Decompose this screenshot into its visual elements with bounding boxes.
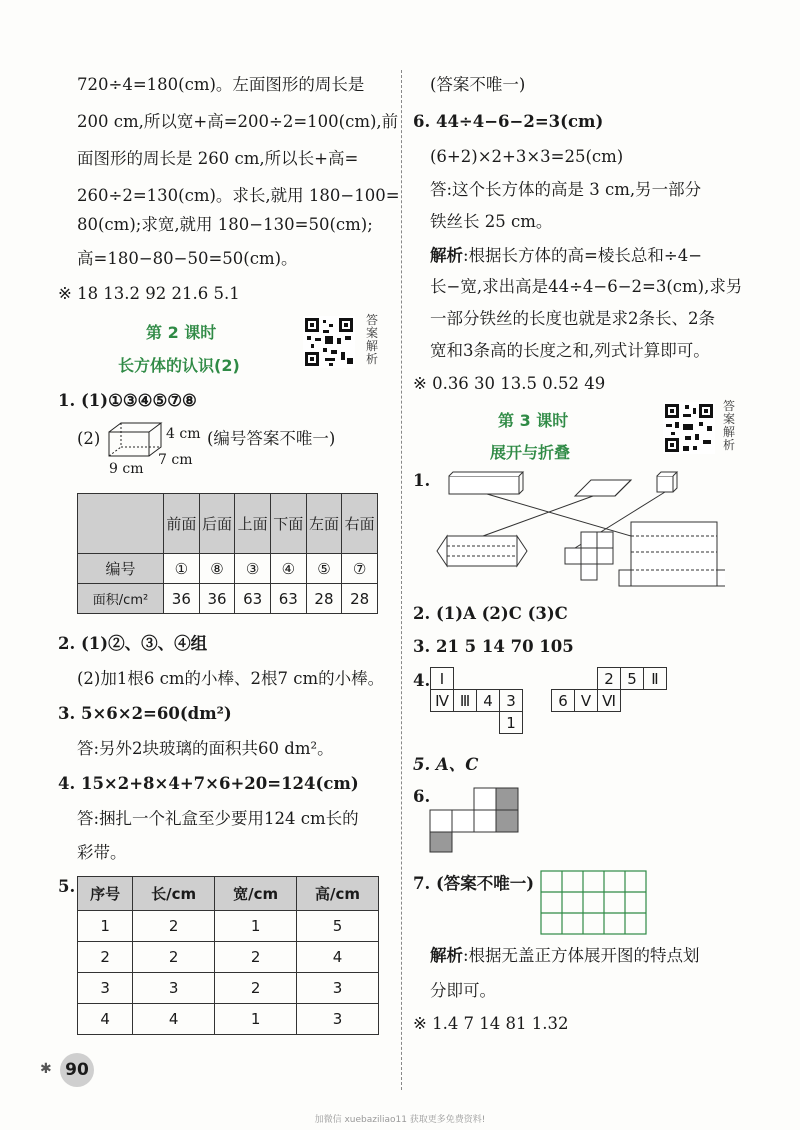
footer-watermark: 加微信 xuebaziliao11 获取更多免费资料! xyxy=(314,1115,486,1125)
r-q6-analysis-4: 宽和3条高的长度之和,列式计算即可。 xyxy=(430,341,710,360)
size-table-cell: 2 xyxy=(215,942,297,973)
size-table-cell: 1 xyxy=(78,911,133,942)
r-q6-analysis-2: 长−宽,求出高是44÷4−6−2=3(cm),求另 xyxy=(430,277,743,296)
face-table-cell: ④ xyxy=(270,554,306,584)
net-cell: Ⅲ xyxy=(454,690,477,712)
net-cell: 6 xyxy=(552,690,575,712)
face-table-row-label: 编号 xyxy=(78,554,164,584)
left-line-1: 720÷4=180(cm)。左面图形的周长是 xyxy=(77,75,365,94)
qr-code-icon[interactable] xyxy=(663,402,715,454)
r-q6-analysis-1 xyxy=(430,245,702,267)
r-q2-line: 2. (1)A (2)C (3)C xyxy=(413,604,568,623)
face-table-cell: 28 xyxy=(342,584,378,614)
r-q1-number: 1. xyxy=(413,471,431,490)
size-table-cell: 2 xyxy=(215,973,297,1004)
face-table-header: 前面 xyxy=(164,494,200,554)
q3-line: 3. 5×6×2=60(dm²) xyxy=(58,704,232,723)
unfold-match-diagram xyxy=(425,466,725,594)
face-table-cell: ⑦ xyxy=(342,554,378,584)
r-q4-number: 4. xyxy=(413,671,431,690)
face-table-cell: ⑤ xyxy=(306,554,342,584)
q1-part1: 1. (1)①③④⑤⑦⑧ xyxy=(58,391,197,410)
qr-label: 答案解析 xyxy=(365,313,378,366)
q4-line: 4. 15×2+8×4+7×6+20=124(cm) xyxy=(58,774,359,793)
size-table-cell: 2 xyxy=(78,942,133,973)
net-cell: 2 xyxy=(598,668,621,690)
cube-net-1 xyxy=(430,667,523,734)
net-cell: 3 xyxy=(500,690,523,712)
face-table-header: 上面 xyxy=(235,494,271,554)
lesson-2-title: 第 2 课时 xyxy=(146,323,217,342)
size-table-cell: 3 xyxy=(133,973,215,1004)
star-decoration-icon: ✱ xyxy=(40,1061,52,1077)
q1-part2-prefix: (2) xyxy=(77,429,101,448)
face-table-header: 左面 xyxy=(306,494,342,554)
size-table-header: 长/cm xyxy=(133,877,215,911)
face-table-cell: 28 xyxy=(306,584,342,614)
analysis-label: 解析 xyxy=(430,946,463,965)
grid-net-diagram xyxy=(540,870,647,936)
column-divider xyxy=(401,70,402,1090)
face-table-header: 右面 xyxy=(342,494,378,554)
face-table-cell: 36 xyxy=(164,584,200,614)
face-table-cell: 63 xyxy=(270,584,306,614)
size-table-cell: 3 xyxy=(297,1004,379,1035)
cuboid-diagram xyxy=(107,420,165,460)
face-table-row-label: 面积/cm² xyxy=(78,584,164,614)
left-line-4: 260÷2=130(cm)。求长,就用 180−100= xyxy=(77,186,400,205)
size-table-cell: 5 xyxy=(297,911,379,942)
face-table-cell: ① xyxy=(164,554,200,584)
cuboid-length-label: 9 cm xyxy=(109,461,144,477)
r-q6-line-1: 6. 44÷4−6−2=3(cm) xyxy=(413,112,604,131)
left-star-line: ※ 18 13.2 92 21.6 5.1 xyxy=(58,284,240,303)
q4-answer-2: 彩带。 xyxy=(77,843,127,862)
face-table-header: 后面 xyxy=(199,494,235,554)
r-q6-analysis-3: 一部分铁丝的长度也就是求2条长、2条 xyxy=(430,309,715,328)
size-table-header: 高/cm xyxy=(297,877,379,911)
size-table-cell: 3 xyxy=(78,973,133,1004)
size-table xyxy=(77,876,379,1035)
page-number: 90 xyxy=(60,1053,94,1087)
r-q7-line: 7. (答案不唯一) xyxy=(413,874,535,893)
face-table-cell: 63 xyxy=(235,584,271,614)
lesson-3-title: 第 3 课时 xyxy=(498,411,569,430)
r-q7-analysis-1 xyxy=(430,945,700,967)
net-cell: Ⅵ xyxy=(598,690,621,712)
cuboid-height-label: 4 cm xyxy=(166,426,201,442)
r-q6-line-2: (6+2)×2+3×3=25(cm) xyxy=(430,147,624,166)
net-cell: 5 xyxy=(621,668,644,690)
q2-part2: (2)加1根6 cm的小棒、2根7 cm的小棒。 xyxy=(77,669,385,688)
r-q7-star-line: ※ 1.4 7 14 81 1.32 xyxy=(413,1014,569,1033)
size-table-cell: 4 xyxy=(78,1004,133,1035)
shaded-net-diagram xyxy=(428,786,528,858)
face-table-cell: ③ xyxy=(235,554,271,584)
q5-number: 5. xyxy=(58,877,76,896)
right-top-note: (答案不唯一) xyxy=(430,75,526,94)
r-q5-line: 5. A、C xyxy=(413,755,479,774)
r-q3-line: 3. 21 5 14 70 105 xyxy=(413,637,574,656)
size-table-cell: 4 xyxy=(133,1004,215,1035)
face-table-cell: 36 xyxy=(199,584,235,614)
r-q6-line-3: 答:这个长方体的高是 3 cm,另一部分 xyxy=(430,180,702,199)
face-table-corner xyxy=(78,494,164,554)
net-cell: 1 xyxy=(500,712,523,734)
q1-part2-note: (编号答案不唯一) xyxy=(207,429,336,448)
face-table-header: 下面 xyxy=(270,494,306,554)
q2-part1: 2. (1)②、③、④组 xyxy=(58,634,208,653)
net-cell: Ⅴ xyxy=(575,690,598,712)
size-table-cell: 3 xyxy=(297,973,379,1004)
face-table-cell: ⑧ xyxy=(199,554,235,584)
net-cell: Ⅳ xyxy=(431,690,454,712)
left-line-2: 200 cm,所以宽+高=200÷2=100(cm),前 xyxy=(77,112,399,131)
r-q7-analysis-2: 分即可。 xyxy=(430,981,496,1000)
size-table-cell: 1 xyxy=(215,1004,297,1035)
size-table-header: 宽/cm xyxy=(215,877,297,911)
r-q6-line-4: 铁丝长 25 cm。 xyxy=(430,212,553,231)
q3-answer: 答:另外2块玻璃的面积共60 dm²。 xyxy=(77,739,334,758)
cuboid-width-label: 7 cm xyxy=(158,452,193,468)
lesson-3-subtitle: 展开与折叠 xyxy=(490,443,571,462)
net-cell: 4 xyxy=(477,690,500,712)
size-table-cell: 2 xyxy=(133,911,215,942)
qr-label: 答案解析 xyxy=(722,399,735,452)
size-table-cell: 4 xyxy=(297,942,379,973)
net-cell: Ⅱ xyxy=(644,668,667,690)
left-line-6: 高=180−80−50=50(cm)。 xyxy=(77,249,298,268)
qr-code-icon[interactable] xyxy=(303,316,355,368)
analysis-label: 解析 xyxy=(430,246,463,265)
size-table-cell: 1 xyxy=(215,911,297,942)
r-q6-number: 6. xyxy=(413,787,431,806)
net-cell: Ⅰ xyxy=(431,668,454,690)
size-table-header: 序号 xyxy=(78,877,133,911)
left-line-3: 面图形的周长是 260 cm,所以长+高= xyxy=(77,149,359,168)
cube-net-2 xyxy=(551,667,667,712)
lesson-2-subtitle: 长方体的认识(2) xyxy=(118,356,240,375)
face-table xyxy=(77,493,378,614)
size-table-cell: 2 xyxy=(133,942,215,973)
left-line-5: 80(cm);求宽,就用 180−130=50(cm); xyxy=(77,215,373,234)
q4-answer-1: 答:捆扎一个礼盒至少要用124 cm长的 xyxy=(77,809,359,828)
r-star-line: ※ 0.36 30 13.5 0.52 49 xyxy=(413,374,606,393)
analysis-text: :根据无盖正方体展开图的特点划 xyxy=(463,946,700,965)
analysis-text: :根据长方体的高=棱长总和÷4− xyxy=(463,246,703,265)
